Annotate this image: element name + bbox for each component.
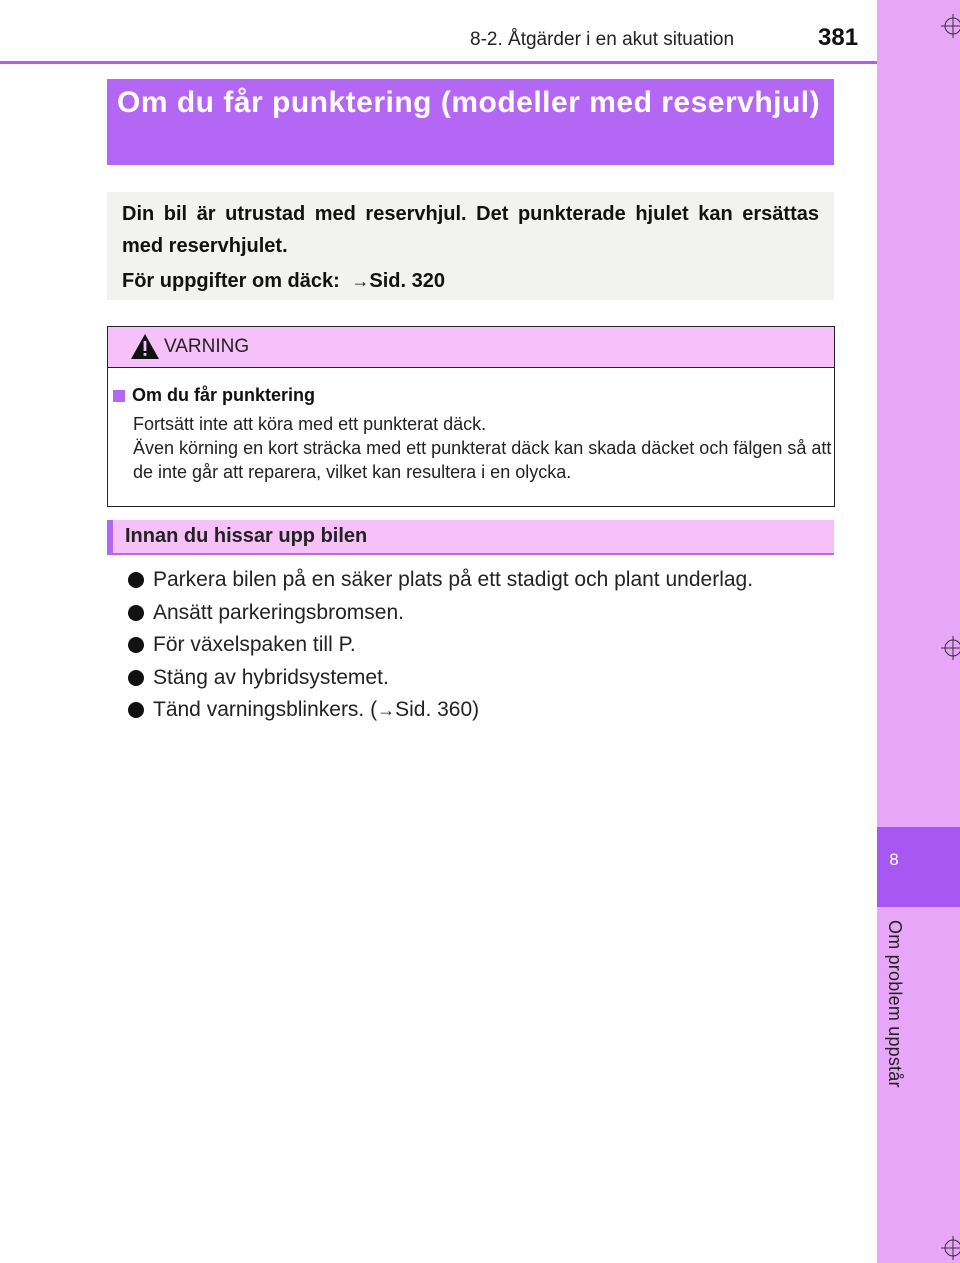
bullet-list [128,564,753,727]
intro-paragraph: Din bil är utrustad med reservhjul. Det punkterade hjulet kan ersättas med reservhjulet. [122,203,819,257]
list-item-text: Stäng av hybridsystemet. [153,665,389,689]
intro-box [107,192,834,300]
page-title-banner [107,79,834,165]
crosshair-icon [941,636,960,660]
bullet-dot-icon [128,670,144,686]
warning-text [133,412,834,484]
list-item [128,564,753,597]
arrow-right-icon: → [351,271,370,291]
warning-label: VARNING [164,336,250,357]
bullet-dot-icon [128,637,144,653]
warning-line-2: Även körning en kort sträcka med ett punkterat däck kan skada däcket och fälgen så att de inte går att reparera, vilket kan resultera i en olycka. [133,438,832,482]
bullet-dot-icon [128,702,144,718]
arrow-right-icon: → [377,699,396,720]
intro-reference [122,266,819,296]
warning-subheading [113,385,834,406]
list-item-text: För växelspaken till P. [153,633,356,657]
page-title: Om du får punktering (modeller med reservhjul) [117,86,821,119]
warning-box [107,326,835,507]
page-number: 381 [818,24,859,51]
section-heading: Innan du hissar upp bilen [125,525,368,547]
list-item [128,597,753,630]
list-item [128,629,753,662]
list-item-text: Ansätt parkeringsbromsen. [153,600,404,624]
bullet-dot-icon [128,572,144,588]
chapter-label: Om problem uppstår [885,920,905,1088]
bullet-ref-close: ) [472,698,480,722]
intro-ref-label: För uppgifter om däck: [122,270,340,292]
list-item [128,694,753,727]
warning-subheading-text: Om du får punktering [132,385,316,405]
list-item-text: Tänd varningsblinkers. ( [153,698,378,722]
section-heading-bar [107,520,834,555]
header-rule [0,61,877,64]
list-item [128,662,753,695]
square-bullet-icon [113,390,125,402]
bullet-ref-page[interactable]: Sid. 360 [395,698,473,722]
crosshair-icon [941,1236,960,1260]
list-item-text: Parkera bilen på en säker plats på ett stadigt och plant underlag. [153,568,754,592]
warning-body [108,368,834,484]
crosshair-icon [941,14,960,38]
warning-line-1: Fortsätt inte att köra med ett punkterat däck. [133,414,487,434]
section-header: 8-2. Åtgärder i en akut situation [470,29,735,50]
warning-triangle-icon [130,333,160,360]
chapter-number: 8 [889,850,899,869]
bullet-dot-icon [128,605,144,621]
warning-header [108,327,834,368]
intro-ref-page[interactable]: Sid. 320 [369,270,445,292]
